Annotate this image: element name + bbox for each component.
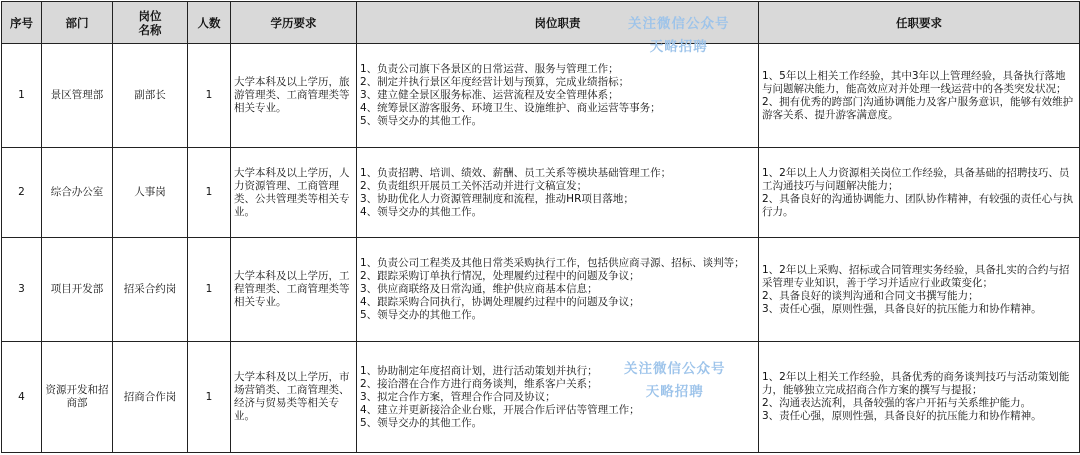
- header-post: 岗位 名称: [113, 2, 188, 44]
- header-row: [2, 2, 1080, 44]
- duty-item: 1、负责公司工程类及其他日常类采购执行工作，包括供应商寻源、招标、谈判等；: [360, 257, 745, 269]
- cell-post: 招商合作岗: [113, 342, 188, 453]
- cell-edu: 大学本科及以上学历，市场营销类、工商管理类、经济与贸易类等相关专业。: [231, 342, 357, 453]
- duty-item: 5、领导交办的其他工作。: [360, 309, 483, 321]
- header-count: 人数: [188, 2, 231, 44]
- watermark-line1: 关注微信公众号: [628, 16, 730, 32]
- table-row: [2, 342, 1080, 453]
- requirement-item: 2、具备良好的沟通协调能力、团队协作精神，有较强的责任心与执行力。: [762, 192, 1074, 218]
- requirement-item: 3、责任心强，原则性强，具备良好的抗压能力和协作精神。: [762, 302, 1042, 315]
- duty-item: 2、跟踪采购订单执行情况，处理履约过程中的问题及争议；: [360, 270, 640, 282]
- recruitment-table: [1, 1, 1080, 453]
- header-dept: 部门: [42, 2, 113, 44]
- requirement-item: 3、责任心强，原则性强，具备良好的抗压能力和协作精神。: [762, 410, 1042, 422]
- table-row: [2, 238, 1080, 342]
- requirement-item: 2、拥有优秀的跨部门沟通协调能力及客户服务意识，能够有效维护游客关系、提升游客满意度。: [762, 95, 1074, 121]
- requirement-item: 1、2年以上人力资源相关岗位工作经验，具备基础的招聘技巧、员工沟通技巧与问题解决能力；: [762, 166, 1070, 192]
- requirement-item: 2、具备良好的谈判沟通和合同文书撰写能力；: [762, 289, 979, 302]
- cell-reqs: [759, 238, 1080, 342]
- header-no: 序号: [2, 2, 42, 44]
- duty-item: 4、建立并更新接洽企业台账，开展合作后评估等管理工作；: [360, 403, 640, 416]
- header-reqs: 任职要求: [759, 2, 1080, 44]
- cell-edu: 大学本科及以上学历，旅游管理类、工商管理类等相关专业。: [231, 44, 357, 148]
- duty-item: 4、跟踪采购合同执行，协调处理履约过程中的问题及争议；: [360, 296, 640, 308]
- cell-duties: [357, 148, 759, 238]
- cell-count: 1: [188, 342, 231, 453]
- duty-item: 5、领导交办的其他工作。: [360, 115, 483, 127]
- requirement-item: 2、沟通表达流利，具备较强的客户开拓与关系维护能力。: [762, 397, 1032, 409]
- cell-no: 1: [2, 44, 42, 148]
- header-edu: 学历要求: [231, 2, 357, 44]
- cell-dept: 资源开发和招商部: [42, 342, 113, 453]
- duty-item: 4、领导交办的其他工作。: [360, 205, 483, 218]
- duty-item: 3、建立健全景区服务标准、运营流程及安全管理体系；: [360, 89, 619, 101]
- cell-reqs: [759, 148, 1080, 238]
- duty-item: 4、统筹景区游客服务、环境卫生、设施维护、商业运营等事务；: [360, 102, 661, 114]
- cell-reqs: [759, 44, 1080, 148]
- cell-no: 2: [2, 148, 42, 238]
- cell-dept: 项目开发部: [42, 238, 113, 342]
- requirement-item: 1、5年以上相关工作经验，其中3年以上管理经验，具备执行落地与问题解决能力，能高效应对并处理一线运营中的各类突发状况；: [762, 69, 1067, 95]
- watermark-line2: 天略招聘: [649, 39, 708, 55]
- duty-item: 3、供应商联络及日常沟通，维护供应商基本信息；: [360, 283, 598, 295]
- watermark-line2: 天略招聘: [645, 384, 704, 400]
- table-row: [2, 148, 1080, 238]
- cell-dept: 景区管理部: [42, 44, 113, 148]
- cell-edu: 大学本科及以上学历，工程管理类、工商管理类等相关专业。: [231, 238, 357, 342]
- cell-count: 1: [188, 238, 231, 342]
- table-row: [2, 44, 1080, 148]
- duty-item: 3、协助优化人力资源管理制度和流程，推动HR项目落地；: [360, 192, 634, 205]
- watermark-line1: 关注微信公众号: [624, 361, 726, 377]
- cell-no: 4: [2, 342, 42, 453]
- requirement-item: 1、2年以上相关工作经验，具备优秀的商务谈判技巧与活动策划能力，能够独立完成招商合作方案的撰写与提报；: [762, 371, 1070, 396]
- cell-duties: [357, 238, 759, 342]
- duty-item: 3、拟定合作方案，管理合作合同及协议；: [360, 390, 556, 403]
- cell-count: 1: [188, 44, 231, 148]
- cell-duties: [357, 44, 759, 148]
- requirement-item: 1、2年以上采购、招标或合同管理实务经验，具备扎实的合约与招采管理专业知识，善于学习并适应行业政策变化；: [762, 263, 1070, 289]
- cell-no: 3: [2, 238, 42, 342]
- header-duties: 岗位职责: [357, 2, 759, 44]
- cell-post: 副部长: [113, 44, 188, 148]
- cell-edu: 大学本科及以上学历，人力资源管理、工商管理类、公共管理类等相关专业。: [231, 148, 357, 238]
- duty-item: 1、协助制定年度招商计划，进行活动策划并执行；: [360, 364, 598, 377]
- duty-item: 2、负责组织开展员工关怀活动并进行文稿宣发；: [360, 179, 588, 192]
- cell-duties: [357, 342, 759, 453]
- duty-item: 1、负责招聘、培训、绩效、薪酬、员工关系等模块基础管理工作；: [360, 166, 672, 179]
- cell-count: 1: [188, 148, 231, 238]
- cell-post: 招采合约岗: [113, 238, 188, 342]
- duty-item: 1、负责公司旗下各景区的日常运营、服务与管理工作；: [360, 63, 619, 75]
- duty-item: 5、领导交办的其他工作。: [360, 416, 483, 429]
- duty-item: 2、制定并执行景区年度经营计划与预算，完成业绩指标；: [360, 76, 630, 88]
- cell-post: 人事岗: [113, 148, 188, 238]
- cell-dept: 综合办公室: [42, 148, 113, 238]
- duty-item: 2、接洽潜在合作方进行商务谈判，维系客户关系；: [360, 377, 598, 390]
- cell-reqs: [759, 342, 1080, 453]
